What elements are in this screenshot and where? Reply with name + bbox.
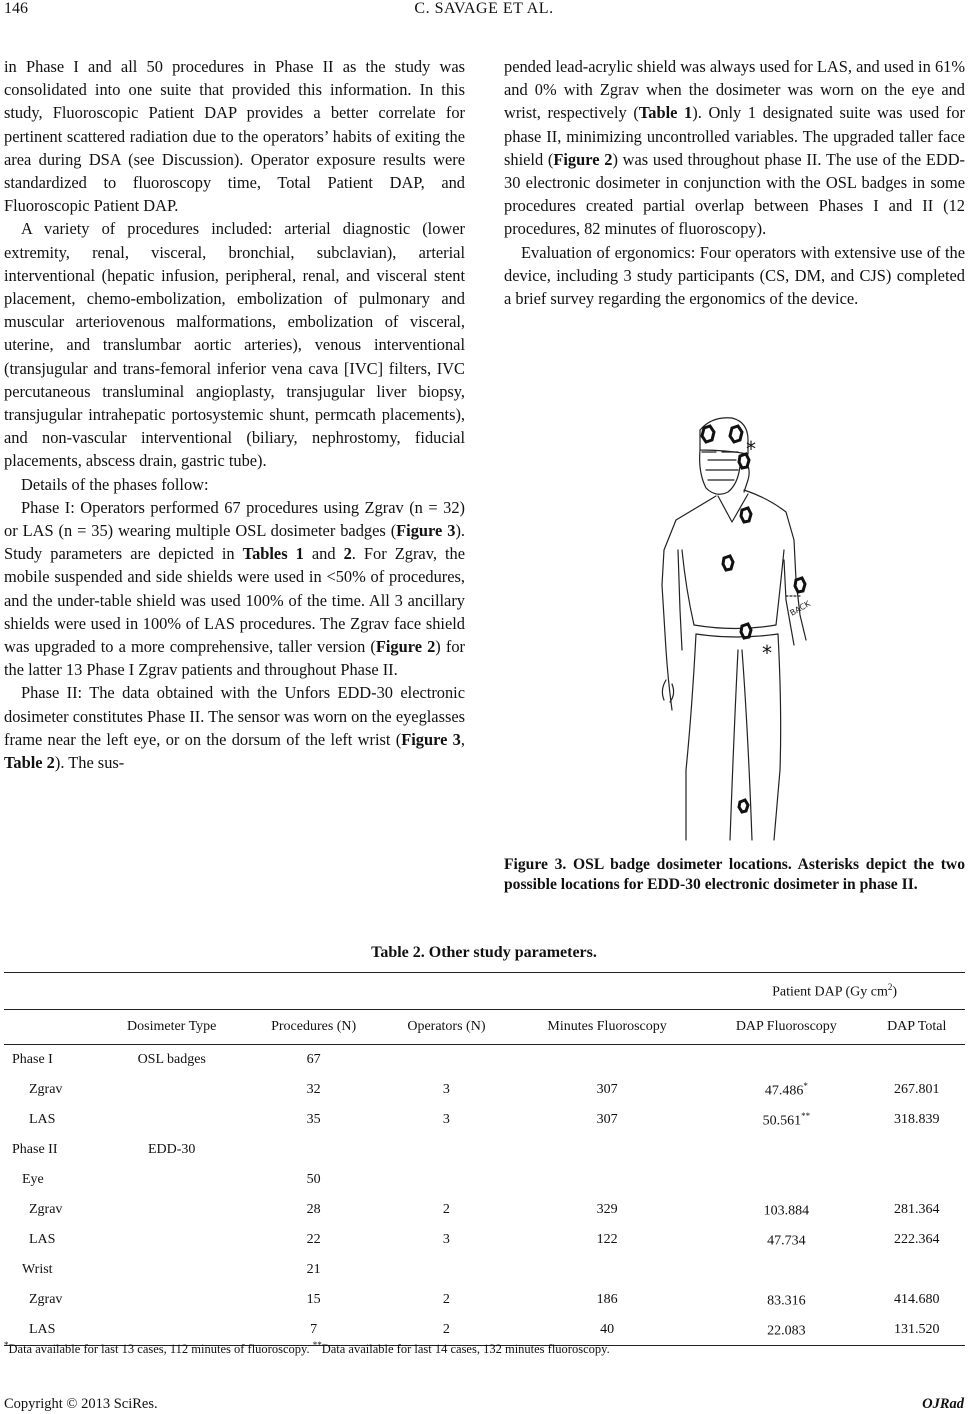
cell-procedures — [244, 1285, 382, 1315]
cell-value: 2 — [442, 1322, 450, 1337]
cell-dap-fluoro — [704, 1135, 868, 1165]
footnote-text: Data available for last 13 cases, 112 minutes of fluoroscopy. — [8, 1342, 313, 1357]
asterisk-wrist-icon: * — [762, 641, 772, 665]
cell-dosimeter — [99, 1195, 244, 1225]
cell-dap-total — [868, 1105, 965, 1135]
cell-operators — [383, 1165, 510, 1195]
cell-value: 307 — [596, 1082, 618, 1097]
cell-minutes — [510, 1255, 704, 1285]
empty-cell — [244, 973, 382, 1010]
right-column — [504, 55, 965, 310]
table-title: Table 2. Other study parameters. — [371, 944, 597, 961]
cell-value: 2 — [442, 1292, 450, 1307]
table-link[interactable]: Table 1 — [638, 103, 693, 123]
badge-chest-icon — [723, 556, 733, 570]
table-header-row — [4, 1010, 965, 1045]
cell-dap-fluoro — [704, 1315, 868, 1346]
text-run: and — [303, 544, 344, 564]
paragraph-phase-2 — [4, 681, 465, 774]
column-header: Operators (N) — [407, 1019, 486, 1034]
cell-operators — [383, 1075, 510, 1105]
empty-cell — [510, 973, 704, 1010]
cell-dap-fluoro — [704, 1075, 868, 1105]
cell-value: 50.561 — [762, 1113, 802, 1129]
table-footnote — [4, 1340, 610, 1357]
cell-dap-total — [868, 1315, 965, 1346]
cell-dap-total — [868, 1045, 965, 1076]
table-row — [4, 1255, 965, 1285]
cell-minutes — [510, 1135, 704, 1165]
table-row — [4, 1045, 965, 1076]
table-row — [4, 1135, 965, 1165]
cell-value: 131.520 — [893, 1322, 940, 1337]
figure-link[interactable]: Figure 2 — [553, 149, 613, 169]
cell-dap-fluoro — [704, 1285, 868, 1315]
paragraph: in Phase I and all 50 procedures in Phase II as the study was consolidated into one suite that provided this information. In this study, Fluoroscopic Patient DAP provides a better correlate for pertinent scattered radiation due to the operators’ habits of exiting the area during DSA (see Discussion). Operator exposure results were standardized to fluoroscopy time, Total Patient DAP, and Fluoroscopic Patient DAP. — [4, 57, 465, 216]
figure-link[interactable]: Figure 3 — [396, 521, 456, 541]
paragraph: Evaluation of ergonomics: Four operators with extensive use of the device, including 3 study participants (CS, DM, and CJS) completed a brief survey regarding the ergonomics of the device. — [504, 242, 965, 309]
cell-procedures — [244, 1195, 382, 1225]
cell-value: Zgrav — [29, 1082, 63, 1097]
paragraph: Details of the phases follow: — [21, 474, 209, 494]
cell-value: 267.801 — [893, 1082, 940, 1097]
row-label — [4, 1165, 99, 1195]
cell-value: 35 — [306, 1112, 321, 1127]
badge-back-icon — [795, 578, 805, 592]
text-run: ) was used throughout phase II. The use of the EDD-30 electronic dosimeter in conjunction with the OSL badges in some procedures created partial overlap between Phases I and II (12 procedures, 82 minutes of fluoroscopy). — [504, 149, 965, 239]
empty-cell — [383, 973, 510, 1010]
cell-value: 21 — [306, 1262, 321, 1277]
figure-caption: Figure 3. OSL badge dosimeter locations. Asterisks depict the two possible locations for EDD-30 electronic dosimeter in phase II. — [504, 856, 965, 893]
cell-dap-fluoro — [704, 1255, 868, 1285]
badge-collar-icon — [741, 508, 751, 522]
cell-value: LAS — [29, 1232, 56, 1247]
cell-dap-total — [868, 1195, 965, 1225]
text-run: . For Zgrav, the mobile suspended and side shields were used in <50% of procedures, and the under-table shield was used 100% of the time. All 3 ancillary shields were used in 100% of LAS procedures. The Zgrav face shield was upgraded to a more comprehensive, taller version ( — [4, 544, 465, 657]
table-link[interactable]: 2 — [343, 544, 352, 564]
cell-value: 50 — [306, 1172, 321, 1187]
running-title: C. SAVAGE ET AL. — [414, 0, 554, 17]
footnote-text: Data available for last 14 cases, 132 minutes fluoroscopy. — [321, 1342, 610, 1357]
cell-procedures — [244, 1135, 382, 1165]
cell-procedures — [244, 1255, 382, 1285]
cell-dap-total — [868, 1165, 965, 1195]
cell-value: 329 — [596, 1202, 618, 1217]
cell-dap-fluoro — [704, 1195, 868, 1225]
text-run: ) for the latter 13 Phase I Zgrav patients and throughout Phase II. — [4, 637, 465, 680]
cell-dosimeter — [99, 1045, 244, 1076]
cell-operators — [383, 1105, 510, 1135]
dosimeter-location-figure — [656, 410, 816, 850]
cell-dosimeter — [99, 1105, 244, 1135]
cell-dap-total — [868, 1135, 965, 1165]
text-run: Phase II: The data obtained with the Unfors EDD-30 electronic dosimeter constitutes Phase II. The sensor was worn on the eyeglasses frame near the left eye, or on the dorsum of the left wrist ( — [4, 683, 465, 749]
cell-dap-total — [868, 1225, 965, 1255]
cell-dap-total — [868, 1075, 965, 1105]
badge-cap-right-icon — [730, 426, 742, 442]
cell-minutes — [510, 1225, 704, 1255]
paragraph — [504, 55, 965, 241]
cell-procedures — [244, 1105, 382, 1135]
cell-procedures — [244, 1075, 382, 1105]
cell-procedures — [244, 1165, 382, 1195]
operator-figure-drawing — [662, 418, 806, 840]
copyright-footer: Copyright © 2013 SciRes. — [4, 1396, 158, 1412]
study-parameters-table — [4, 972, 965, 1346]
cell-value: 281.364 — [893, 1202, 940, 1217]
table-link[interactable]: Tables 1 — [242, 544, 304, 564]
cell-value: 3 — [442, 1082, 450, 1097]
cell-dap-fluoro — [704, 1225, 868, 1255]
footnote-mark: ** — [312, 1340, 322, 1350]
back-label: BACK — [788, 599, 812, 618]
cell-dap-fluoro — [704, 1105, 868, 1135]
cell-value: 40 — [600, 1322, 615, 1337]
cell-value: 186 — [596, 1292, 618, 1307]
cell-value: 2 — [442, 1202, 450, 1217]
table-link[interactable]: Table 2 — [4, 753, 55, 773]
cell-value: 7 — [310, 1322, 318, 1337]
cell-value: 318.839 — [893, 1112, 940, 1127]
cell-value: 103.884 — [763, 1203, 810, 1219]
cell-dosimeter — [99, 1255, 244, 1285]
row-label — [4, 1285, 99, 1315]
row-label — [4, 1135, 99, 1165]
text-run: ). Study parameters are depicted in — [4, 521, 465, 564]
row-label — [4, 1195, 99, 1225]
cell-operators — [383, 1135, 510, 1165]
cell-dosimeter — [99, 1285, 244, 1315]
row-label — [4, 1105, 99, 1135]
cell-operators — [383, 1195, 510, 1225]
column-header: Minutes Fluoroscopy — [547, 1019, 667, 1034]
cell-value: 22 — [306, 1232, 321, 1247]
text-run: , — [460, 729, 465, 749]
cell-value: 222.364 — [893, 1232, 940, 1247]
footnote-mark: * — [803, 1080, 808, 1091]
table-group-header-row — [4, 973, 965, 1010]
cell-value: 83.316 — [767, 1293, 806, 1309]
column-header: DAP Fluoroscopy — [735, 1019, 837, 1034]
text-run: pended lead-acrylic shield was always used for LAS, and used in 61% and 0% with Zgrav when the dosimeter was worn on the eye and wrist, respectively ( — [504, 57, 965, 123]
cell-value: 414.680 — [893, 1292, 940, 1307]
text-run: ). The sus- — [54, 753, 125, 773]
group-header-text: Patient DAP (Gy cm — [772, 984, 888, 1000]
cell-value: 22.083 — [767, 1323, 806, 1339]
text-run: Phase I: Operators performed 67 procedures using Zgrav (n = 32) or LAS (n = 35) wearing multiple OSL dosimeter badges ( — [4, 497, 465, 541]
cell-value: 47.486 — [764, 1083, 804, 1099]
cell-value: 307 — [596, 1112, 618, 1127]
cell-minutes — [510, 1285, 704, 1315]
cell-minutes — [510, 1195, 704, 1225]
figure-link[interactable]: Figure 3 — [401, 729, 461, 749]
cell-dap-fluoro — [704, 1045, 868, 1076]
cell-value: 28 — [306, 1202, 321, 1217]
column-header — [4, 1010, 99, 1045]
paragraph-phase-1 — [4, 496, 465, 682]
cell-value: Zgrav — [29, 1292, 63, 1307]
cell-value: OSL badges — [137, 1052, 206, 1067]
table-row — [4, 1285, 965, 1315]
cell-value: LAS — [29, 1322, 56, 1337]
table-body — [4, 1045, 965, 1346]
table-row — [4, 1195, 965, 1225]
footnote-mark: * — [4, 1340, 9, 1350]
table-row — [4, 1165, 965, 1195]
column-header: Procedures (N) — [271, 1019, 357, 1034]
empty-cell — [99, 973, 244, 1010]
asterisk-eye-icon: * — [746, 437, 756, 461]
row-label — [4, 1045, 99, 1076]
column-header: DAP Total — [887, 1019, 947, 1034]
cell-operators — [383, 1285, 510, 1315]
cell-value: Wrist — [22, 1262, 53, 1277]
table-row — [4, 1105, 965, 1135]
cell-dosimeter — [99, 1075, 244, 1105]
cell-value: EDD-30 — [148, 1142, 196, 1157]
cell-operators — [383, 1255, 510, 1285]
cell-value: 3 — [442, 1112, 450, 1127]
cell-value: Phase I — [12, 1052, 53, 1067]
cell-minutes — [510, 1045, 704, 1076]
badge-ankle-icon — [739, 800, 748, 812]
cell-value: Zgrav — [29, 1202, 63, 1217]
cell-dap-total — [868, 1285, 965, 1315]
cell-operators — [383, 1045, 510, 1076]
cell-minutes — [510, 1105, 704, 1135]
page-number: 146 — [4, 0, 28, 17]
figure-link[interactable]: Figure 2 — [375, 637, 436, 657]
journal-footer: OJRad — [922, 1396, 964, 1412]
cell-value: 32 — [306, 1082, 321, 1097]
cell-value: Eye — [22, 1172, 44, 1187]
cell-value: 3 — [442, 1232, 450, 1247]
group-header-dap — [704, 973, 965, 1010]
cell-dosimeter — [99, 1225, 244, 1255]
cell-dap-fluoro — [704, 1165, 868, 1195]
cell-dap-total — [868, 1255, 965, 1285]
row-label — [4, 1075, 99, 1105]
cell-procedures — [244, 1045, 382, 1076]
cell-value: 122 — [596, 1232, 618, 1247]
table-row — [4, 1075, 965, 1105]
cell-value: 67 — [306, 1052, 321, 1067]
column-header: Dosimeter Type — [127, 1019, 217, 1034]
group-header-text: ) — [892, 984, 898, 1000]
empty-cell — [4, 973, 99, 1010]
text-run: ). Only 1 designated suite was used for phase II, minimizing uncontrolled variables. The upgraded taller face shield ( — [504, 103, 966, 169]
paragraph: A variety of procedures included: arterial diagnostic (lower extremity, renal, visceral, bronchial, subclavian), arterial interventional (hepatic infusion, peripheral, renal, and visceral stent placement, chemo-embolization, embolization of pulmonary and muscular arteriovenous malformations, embolization of visceral, uterine, and translumbar aortic arteries), venous interventional (transjugular and trans-femoral inferior vena cava [IVC] filters, IVC percutaneous transluminal angioplasty, transjugular liver biopsy, transjugular intrahepatic portosystemic shunt, permcath placements), and non-vascular interventional (biliary, nephrostomy, fiducial placements, abscess drain, gastric tube). — [4, 219, 465, 471]
left-column — [4, 55, 465, 774]
cell-minutes — [510, 1165, 704, 1195]
cell-dosimeter — [99, 1165, 244, 1195]
cell-procedures — [244, 1225, 382, 1255]
badge-waist-icon — [741, 624, 751, 638]
cell-value: 15 — [306, 1292, 321, 1307]
cell-value: LAS — [29, 1112, 56, 1127]
cell-operators — [383, 1225, 510, 1255]
cell-value: Phase II — [12, 1142, 58, 1157]
cell-minutes — [510, 1075, 704, 1105]
cell-dosimeter — [99, 1135, 244, 1165]
badge-cap-left-icon — [702, 426, 714, 442]
footnote-mark: ** — [801, 1110, 811, 1121]
superscript: 2 — [887, 981, 893, 992]
table-row — [4, 1225, 965, 1255]
row-label — [4, 1225, 99, 1255]
cell-value: 47.734 — [767, 1233, 806, 1249]
row-label — [4, 1255, 99, 1285]
